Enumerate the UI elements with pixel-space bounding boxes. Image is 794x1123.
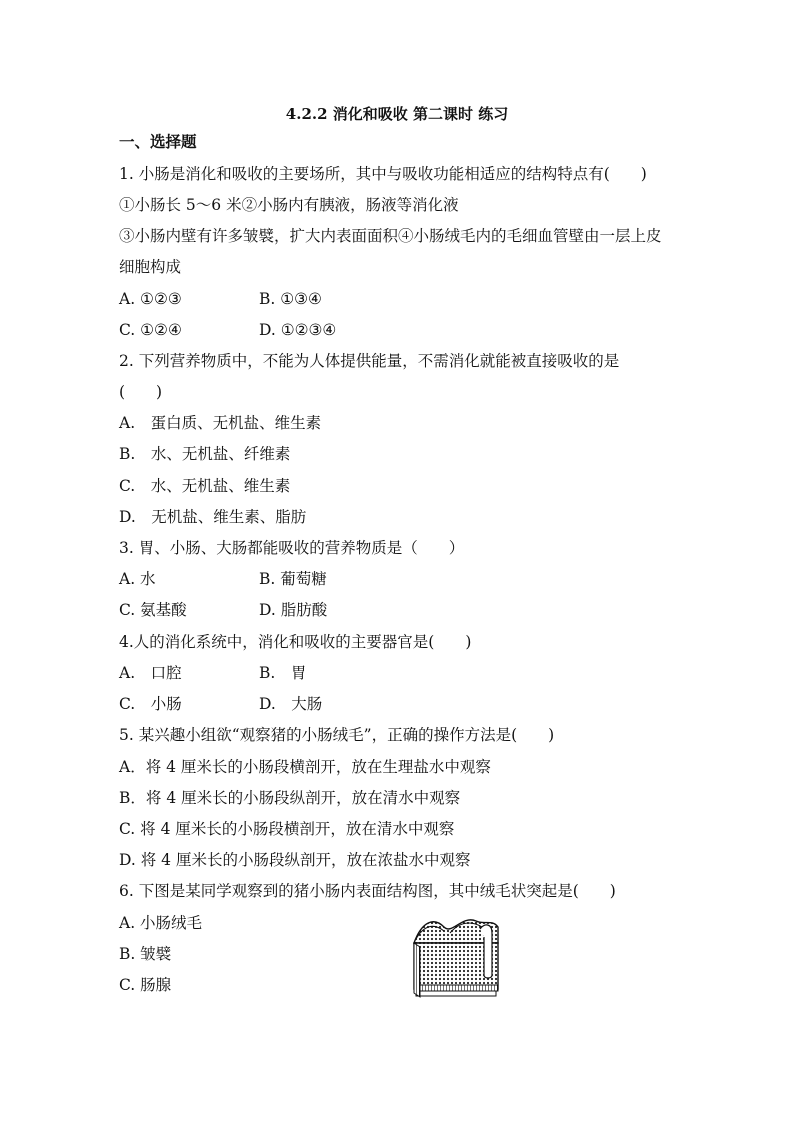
question-1-option-d: D. ①②③④ xyxy=(259,321,337,339)
question-5-option-b: B．将 4 厘米长的小肠段纵剖开，放在清水中观察 xyxy=(119,789,461,807)
question-1-line-3: ③小肠内壁有许多皱襞，扩大内表面面积④小肠绒毛内的毛细血管壁由一层上皮 xyxy=(119,227,662,245)
question-1-options-row-1 xyxy=(119,289,322,309)
question-3-option-d: D. 脂肪酸 xyxy=(259,601,328,619)
question-2-option-c: C. 水、无机盐、维生素 xyxy=(119,477,291,495)
question-3-stem: 3. 胃、小肠、大肠都能吸收的营养物质是（ ） xyxy=(119,539,465,557)
question-2-option-d: D. 无机盐、维生素、脂肪 xyxy=(119,508,307,526)
question-6-stem: 6. 下图是某同学观察到的猪小肠内表面结构图，其中绒毛状突起是( ) xyxy=(119,882,616,900)
question-3-options-row-1 xyxy=(119,569,327,589)
question-3-option-b: B. 葡萄糖 xyxy=(259,570,327,588)
question-3-option-a: A. 水 xyxy=(119,570,156,588)
intestine-structure-figure xyxy=(410,913,502,1001)
question-1-line-2: ①小肠长 5～6 米②小肠内有胰液，肠液等消化液 xyxy=(119,196,459,214)
question-2-stem-paren: ( ) xyxy=(119,383,163,401)
question-1-option-c: C. ①②④ xyxy=(119,321,182,339)
question-6-option-b: B. 皱襞 xyxy=(119,945,172,963)
question-4-option-d: D. 大肠 xyxy=(259,695,323,713)
question-5-option-a: A．将 4 厘米长的小肠段横剖开，放在生理盐水中观察 xyxy=(119,758,491,776)
question-5-stem: 5. 某兴趣小组欲“观察猪的小肠绒毛”，正确的操作方法是( ) xyxy=(119,726,555,744)
question-4-options-row-2 xyxy=(119,694,322,714)
question-3-option-c: C. 氨基酸 xyxy=(119,601,187,619)
question-4-options-row-1 xyxy=(119,663,306,683)
question-1-option-b: B. ①③④ xyxy=(259,290,322,308)
question-4-stem: 4.人的消化系统中，消化和吸收的主要器官是( ) xyxy=(119,633,472,651)
question-6-option-a: A. 小肠绒毛 xyxy=(119,914,203,932)
question-5-option-c: C. 将 4 厘米长的小肠段横剖开，放在清水中观察 xyxy=(119,820,455,838)
question-4-option-b: B. 胃 xyxy=(259,664,307,682)
question-2-option-b: B. 水、无机盐、纤维素 xyxy=(119,445,291,463)
page-title: 4.2.2 消化和吸收 第二课时 练习 xyxy=(285,105,509,123)
question-4-option-a: A. 口腔 xyxy=(119,664,182,682)
question-1-line-4: 细胞构成 xyxy=(119,258,182,276)
question-5-option-d: D. 将 4 厘米长的小肠段纵剖开，放在浓盐水中观察 xyxy=(119,851,471,869)
question-1-options-row-2 xyxy=(119,320,336,340)
question-3-options-row-2 xyxy=(119,600,327,620)
question-2-stem: 2. 下列营养物质中，不能为人体提供能量，不需消化就能被直接吸收的是 xyxy=(119,352,620,370)
question-1-stem: 1. 小肠是消化和吸收的主要场所，其中与吸收功能相适应的结构特点有( ) xyxy=(119,165,647,183)
question-6-option-c: C. 肠腺 xyxy=(119,976,172,994)
section-heading: 一、选择题 xyxy=(119,132,197,151)
question-2-option-a: A. 蛋白质、无机盐、维生素 xyxy=(119,414,322,432)
question-4-option-c: C. 小肠 xyxy=(119,695,182,713)
question-1-option-a: A. ①②③ xyxy=(119,290,182,308)
